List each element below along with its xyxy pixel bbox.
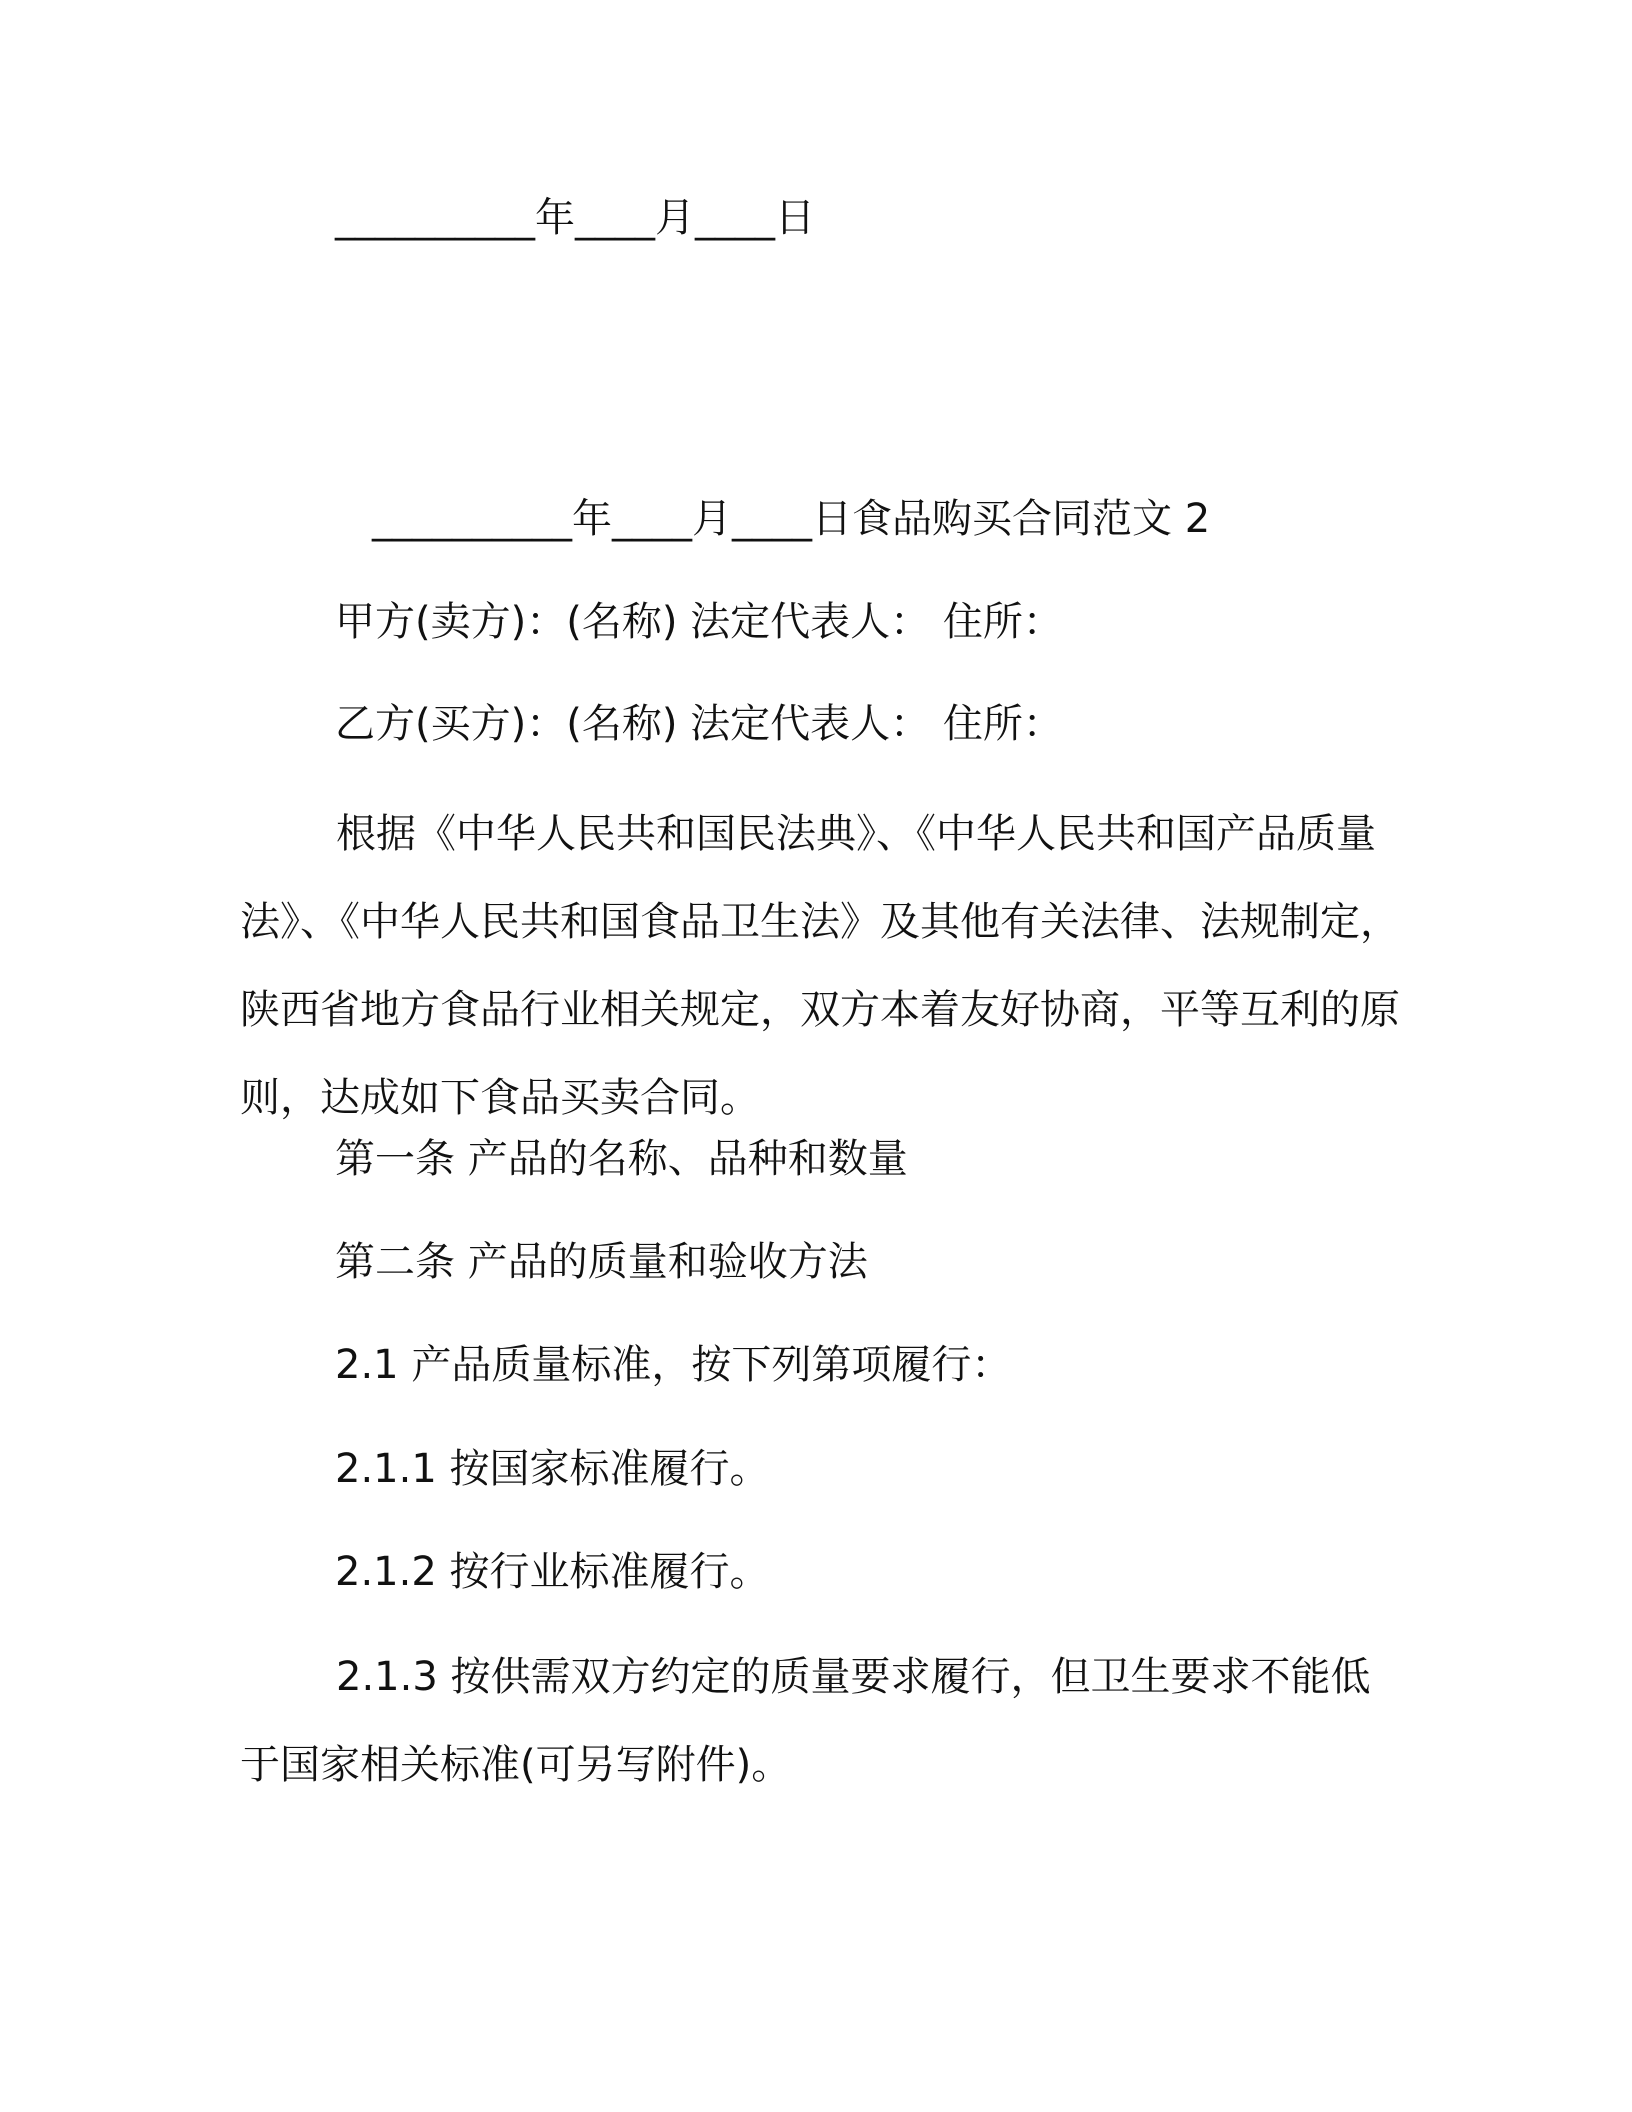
preamble-paragraph: 根据《中华人民共和国民法典》、《中华人民共和国产品质量法》、《中华人民共和国食品卫生法》及其他有关法律、法规制定，陕西省地方食品行业相关规定，双方本着友好协商，平等互利的原则，达成如下食品买卖合同。	[240, 811, 1400, 1121]
article-2-heading: 第二条 产品的质量和验收方法	[335, 1239, 868, 1285]
clause-2-1-3: 2.1.3 按供需双方约定的质量要求履行，但卫生要求不能低于国家相关标准(可另写附件)。	[240, 1654, 1371, 1788]
article-1-heading: 第一条 产品的名称、品种和数量	[335, 1136, 908, 1182]
party-b-line: 乙方(买方)：(名称) 法定代表人： 住所：	[335, 701, 1063, 747]
clause-2-1: 2.1 产品质量标准，按下列第项履行：	[335, 1342, 1012, 1388]
date-line: __________年____月____日	[335, 195, 815, 241]
party-a-line: 甲方(卖方)：(名称) 法定代表人： 住所：	[335, 599, 1063, 645]
clause-2-1-1: 2.1.1 按国家标准履行。	[335, 1446, 770, 1492]
document-title: __________年____月____日食品购买合同范文 2	[372, 496, 1211, 542]
clause-2-1-2: 2.1.2 按行业标准履行。	[335, 1549, 770, 1595]
